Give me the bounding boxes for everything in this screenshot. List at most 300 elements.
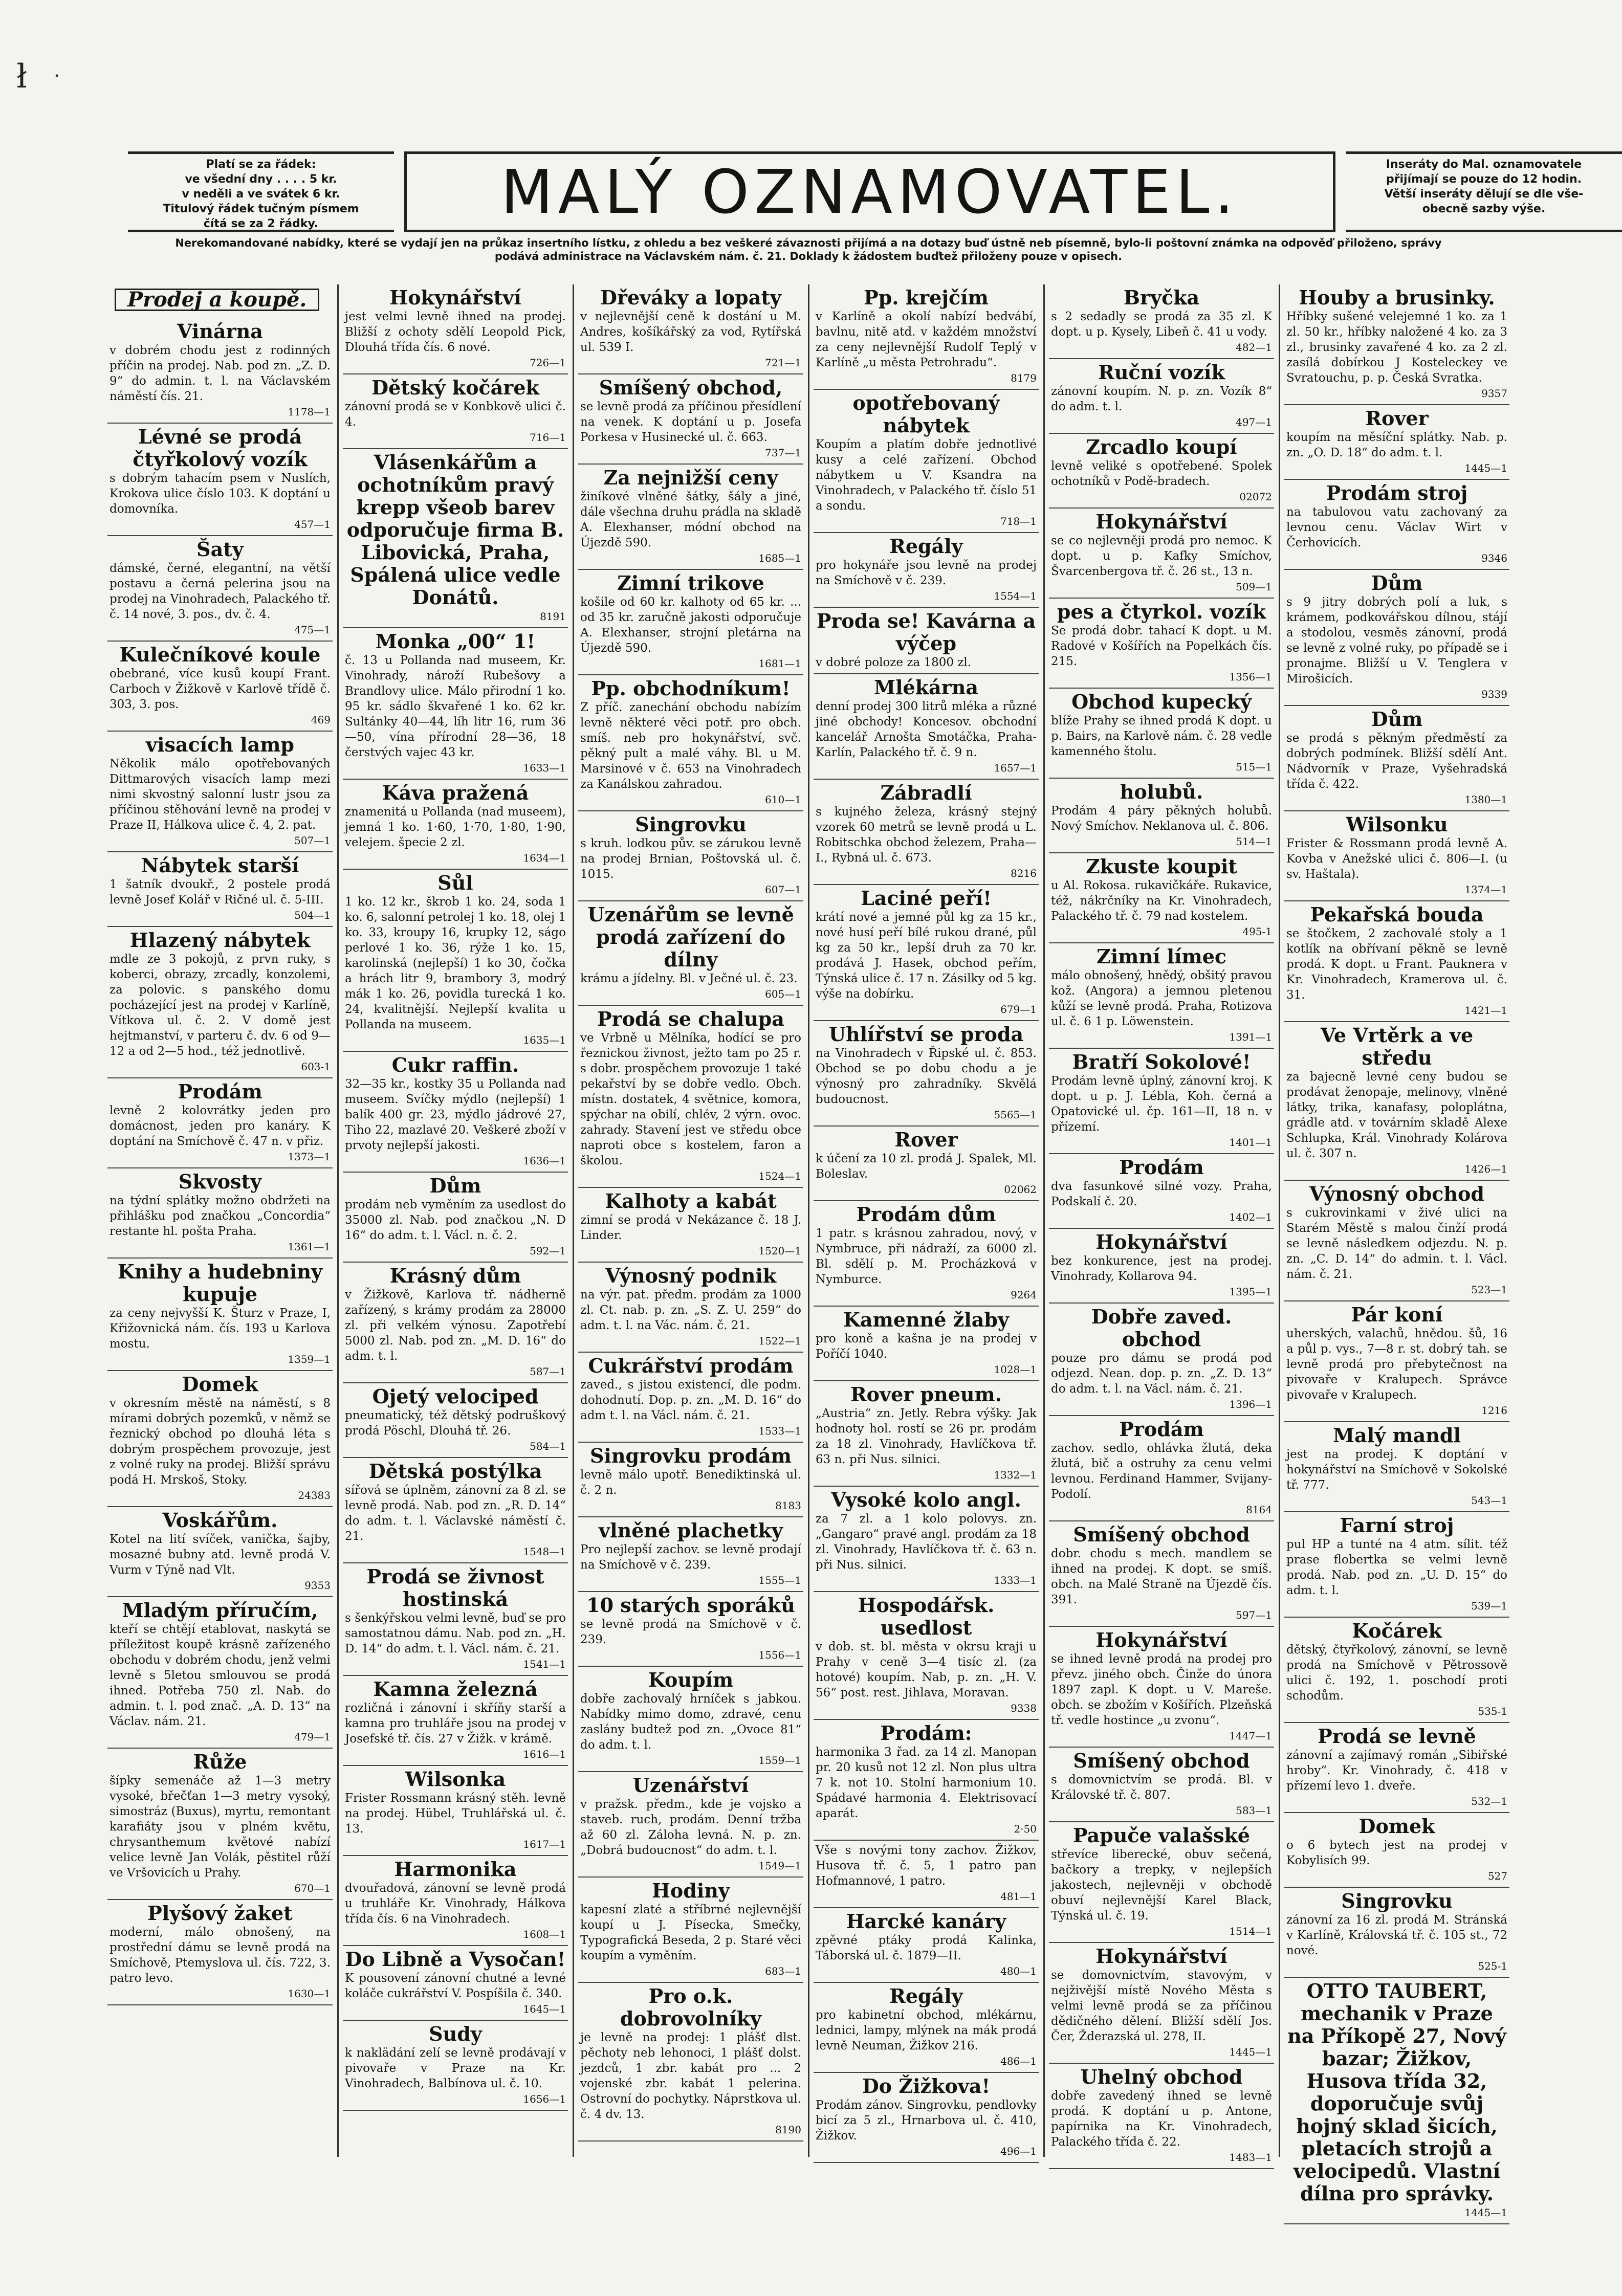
ad-body: střevíce liberecké, obuv sečená, bačkory a trepky, v nejlepších jakostech, nejlevněji v obchodě obuví nejlevnější Karel Black, Týnská ul. č. 19.: [1051, 1848, 1272, 1923]
ad-body: v nejlevnější ceně k dostání u M. Andres, košíkářský za vod, Rytířská ul. 539 I.: [580, 310, 801, 354]
classified-ad: [107, 1507, 333, 1597]
ad-heading: Cukrářství prodám: [588, 1354, 794, 1377]
ad-body: obebrané, více kusů koupí Frant. Carboch v Žižkově v Karlově třídě č. 303, 3. pos.: [109, 667, 331, 711]
ad-body: žiníkové vlněné šátky, šály a jiné, dále všechna druhu prádla na skladě A. Elexhanser, módní obchod na Újezdě 590.: [580, 490, 801, 549]
ad-body: v dob. st. bl. města v okrsu kraji u Prahy v ceně 3—4 tisíc zl. (za hotové) koupím. Nab, p. zn. „H. V. 56“ post. rest. Jihlava, Moravan.: [816, 1640, 1037, 1699]
ad-body: se prodá s pěkným předměstí za dobrých podmínek. Bližší sdělí Ant. Nádvorník v Praze, Vyšehradská třída č. 422.: [1286, 732, 1507, 791]
ad-reference-number: 535-1: [1478, 1705, 1507, 1717]
ad-reference-number: 495-1: [1242, 925, 1272, 938]
classified-ad: [814, 885, 1039, 1021]
ad-reference-number: 486—1: [1000, 2055, 1037, 2067]
ad-body: harmonika 3 řad. za 14 zl. Manopan pr. 20 kusů not 12 zl. Non plus ultra 7 k. not 10. Stolní harmonium 10. Spádavé harmonia 4. Elektrisovací aparát.: [816, 1746, 1037, 1820]
ad-body: v pražsk. předm., kde je vojsko a staveb. ruch, prodám. Denní tržba až 60 zl. Záloha levná. N. p. zn. „Dobrá budoucnost“ do adm. t. l.: [580, 1798, 801, 1857]
classified-ad: [1049, 434, 1274, 509]
ad-heading: Výnosný obchod: [1309, 1182, 1484, 1205]
ad-body: jest velmi levně ihned na prodej. Bližší z ochoty sdělí Leopold Pick, Dlouhá třída čís. 6 nové.: [345, 310, 566, 354]
ad-body: pneumatický, též dětský podruškový prodá Pöschl, Dlouhá tř. 26.: [345, 1409, 566, 1438]
classified-ad: [578, 1443, 803, 1517]
classified-ad: [578, 1772, 803, 1878]
ad-heading: Regály: [889, 535, 963, 558]
ad-heading: Kulečníkové koule: [119, 643, 321, 666]
ad-body: jest na prodej. K doptání v hokynářství na Smíchově v Sokolské tř. 777.: [1286, 1448, 1507, 1492]
ad-reference-number: 9357: [1481, 387, 1507, 400]
ad-body: Několik málo opotřebovaných Dittmarových visacích lamp mezi nimi skvostný salonní lustr jsou za příčinou stěhování levně na prodej v Praze II, Hálkova ulice č. 4, 2. pat.: [109, 757, 331, 832]
classified-ad: [578, 1263, 803, 1353]
ad-reference-number: 679—1: [1000, 1003, 1037, 1015]
ad-body: Z příč. zanechání obchodu nabízím levně některé věci potř. pro obch. smíš. neb pro hokynářství, svč. pěkný pult a malé váhy. Bl. u M. Marsinové v č. 653 na Vinohradech za Kanálskou zahradou.: [580, 701, 801, 791]
classified-ad: [814, 284, 1039, 390]
ad-body: s 2 sedadly se prodá za 35 zl. K dopt. u p. Kysely, Libeň č. 41 u vody.: [1051, 310, 1272, 339]
ad-reference-number: 1373—1: [288, 1151, 331, 1163]
classified-ad: [1049, 359, 1274, 434]
ad-reference-number: 1402—1: [1229, 1211, 1272, 1223]
ad-heading: Do Žižkova!: [862, 2074, 991, 2098]
ad-reference-number: 1445—1: [1229, 2046, 1272, 2058]
ad-body: na Vinohradech v Řipské ul. č. 853. Obchod se po dobu chodu a je výnosný pro zahradníky. Skvělá budoucnost.: [816, 1047, 1037, 1106]
margin-mark: ł: [16, 58, 27, 96]
ad-heading: opotřebovaný nábytek: [852, 391, 1000, 437]
ad-body: za 7 zl. a 1 kolo polovys. zn. „Gangaro“ pravé angl. prodám za 18 zl. Vinohrady, Havlíčkova tř. č. 63 n. při Nus. silnici.: [816, 1512, 1037, 1572]
classified-ad: [578, 1353, 803, 1443]
ad-body: zánovní koupím. N. p. zn. Vozík 8“ do adm. t. l.: [1051, 385, 1272, 413]
classified-ad: [107, 424, 333, 536]
column-rule: [573, 284, 574, 2157]
classified-ad: [578, 1878, 803, 1983]
ad-heading: Uzenářům se levně prodá zařízení do dílny: [587, 903, 794, 971]
ad-reference-number: 1401—1: [1229, 1136, 1272, 1149]
insertion-info-line: Větší inseráty dělují se dle vše-: [1384, 188, 1584, 201]
ad-heading: Mlékárna: [874, 676, 978, 699]
ad-reference-number: 592—1: [530, 1245, 566, 1257]
classified-ad: [1049, 943, 1274, 1049]
classified-ad: [814, 1127, 1039, 1201]
ad-reference-number: 1617—1: [523, 1838, 566, 1850]
ad-body: Pro nejlepší zachov. se levně prodají na Smíchově v č. 239.: [580, 1543, 801, 1572]
ad-reference-number: 1426—1: [1464, 1163, 1507, 1175]
classified-ad: [814, 1592, 1039, 1720]
classified-ad: [814, 1841, 1039, 1908]
ad-reference-number: 9353: [304, 1579, 331, 1592]
ad-heading: Hodiny: [652, 1879, 730, 1902]
classified-ad: [1049, 1229, 1274, 1304]
classified-ad: [578, 374, 803, 465]
ad-heading: Pekařská bouda: [1310, 903, 1484, 926]
ad-heading: Singrovku prodám: [589, 1444, 792, 1467]
ad-reference-number: 523—1: [1471, 1284, 1507, 1296]
ad-body: blíže Prahy se ihned prodá K dopt. u p. Bairs, na Karlově nám. č. 28 vedle kamenného štolu.: [1051, 714, 1272, 758]
ad-heading: Farní stroj: [1340, 1514, 1454, 1537]
ad-reference-number: 683—1: [765, 1965, 801, 1977]
ad-body: s šenkýřskou velmi levně, buď se pro samostatnou dámu. Nab. pod zn. „H. D. 14“ do adm. t. l. Václ. nám. č. 21.: [345, 1611, 566, 1655]
ad-heading: Sůl: [437, 871, 473, 894]
classified-ad: [107, 852, 333, 927]
ad-reference-number: 02062: [1004, 1183, 1037, 1196]
ad-heading: Rover: [894, 1128, 958, 1151]
ad-reference-number: 9339: [1481, 688, 1507, 700]
ad-body: levně málo upotř. Benediktinská ul. č. 2 n.: [580, 1468, 801, 1497]
ad-reference-number: 8190: [775, 2124, 801, 2136]
ad-reference-number: 1522—1: [758, 1335, 801, 1347]
ad-heading: Prodám: [1119, 1156, 1204, 1179]
section-heading: Prodej a koupě.: [115, 289, 319, 311]
ad-body: na týdní splátky možno obdržeti na přihlášku pod značkou „Concordia“ restante hl. pošta Praha.: [109, 1194, 331, 1238]
ad-body: s kruh. lodkou pův. se zárukou levně na prodej Brnian, Poštovská ul. č. 1015.: [580, 837, 801, 881]
ad-heading: Prodám stroj: [1326, 481, 1468, 504]
ad-heading: Do Libně a Vysočan!: [345, 1948, 566, 1971]
classified-ad: [814, 2073, 1039, 2163]
classified-ad: [107, 1749, 333, 1900]
ad-body: k účení za 10 zl. prodá J. Spalek, Ml. Boleslav.: [816, 1152, 1037, 1181]
classified-ad: [343, 1856, 568, 1946]
classified-ad: [107, 536, 333, 642]
page-title: MALÝ OZNAMOVATEL.: [404, 151, 1335, 232]
ad-heading: Ojetý velociped: [372, 1385, 539, 1408]
classified-ad: [1284, 1512, 1509, 1618]
ad-body: bez konkurence, jest na prodej. Vinohrady, Kollarova 94.: [1051, 1254, 1272, 1283]
ad-heading: Ruční vozík: [1098, 361, 1225, 384]
classified-ad: [814, 390, 1039, 533]
classified-ad: [107, 927, 333, 1078]
margin-tick: ·: [54, 64, 60, 88]
ad-reference-number: 8164: [1246, 1504, 1272, 1516]
ad-body: se štočkem, 2 zachovalé stoly a 1 kotlík na obřívaní pěkně se levně prodá. K dopt. u Frant. Pauknera v Kr. Vinohradech, Kramerova ul. č. 31.: [1286, 927, 1507, 1002]
classified-ad: [1284, 1978, 1509, 2224]
ad-reference-number: 1616—1: [523, 1748, 566, 1760]
ad-heading: Vinárna: [177, 320, 263, 343]
ad-reference-number: 514—1: [1236, 835, 1272, 848]
ad-body: Kotel na lití svíček, vanička, šajby, mosazné bubny atd. levně prodá V. Vurm v Týně nad Vlt.: [109, 1533, 331, 1577]
ad-column: [578, 284, 803, 2157]
ad-body: levně 2 kolovrátky jeden pro domácnost, jeden pro kanáry. K doptání na Smíchově č. 47 n. v přiz.: [109, 1104, 331, 1148]
ad-heading: Hlazený nábytek: [129, 929, 311, 952]
ad-body: mdle ze 3 pokojů, z prvn ruky, s koberci, obrazy, zrcadly, konzolemi, za polovic. s panského domu pocházející jest na prodej v Karlíně, Vítkova ul. č. 2. V domě jest hejtmanství, v parteru č. dv. 6 od 9—12 a od 2—5 hod., též jednotlivě.: [109, 953, 331, 1058]
pricing-line: ve všední dny . . . . 5 kr.: [185, 173, 337, 186]
ad-reference-number: 1359—1: [288, 1353, 331, 1365]
classified-ad: [1049, 1154, 1274, 1229]
classified-ad: [343, 1946, 568, 2021]
ad-body: Frister & Rossmann prodá levně A. Kovba v Anežské ulici č. 806—I. (u sv. Haštala).: [1286, 837, 1507, 881]
ad-reference-number: 480—1: [1000, 1965, 1037, 1977]
classified-ad: [1049, 1521, 1274, 1627]
ad-body: se domovnictvím, stavovým, v nejživější místě Nového Města s velmi levně prodá se za příčinou dědičného dělení. Bližší sdělí Jos. Čer, Žderazská ul. 278, II.: [1051, 1969, 1272, 2043]
ad-reference-number: 587—1: [530, 1365, 566, 1378]
classified-ad: [578, 465, 803, 570]
ad-body: Hříbky sušené velejemné 1 ko. za 1 zl. 50 kr., hříbky naložené 4 ko. za 3 zl., brusinky zavařené 4 ko. za 2 zl. zasílá dobírkou J Kosteleckey ve Svratouchu, p. p. Česká Svratka.: [1286, 310, 1507, 385]
classified-ad: [578, 1188, 803, 1263]
ad-reference-number: 583—1: [1236, 1804, 1272, 1817]
classified-ad: [1049, 1627, 1274, 1748]
ad-body: krátí nové a jemné půl kg za 15 kr., nové husí peří bílé rukou drané, půl kg za 50 kr., lepší druh za 70 kr. prodává J. Hasek, obchod peřím, Týnská ulice č. 17 n. Zásilky od 5 kg. výše na dobírku.: [816, 911, 1037, 1001]
ad-heading: Sudy: [429, 2022, 482, 2045]
ad-reference-number: 1391—1: [1229, 1031, 1272, 1043]
ad-reference-number: 1445—1: [1464, 2206, 1507, 2219]
ad-heading: Plyšový žaket: [147, 1902, 293, 1925]
ad-body: zánovní a zajímavý román „Sibiřské hroby“. Kr. Vinohrady, č. 418 v přízemí levo 1. dveře.: [1286, 1749, 1507, 1793]
ad-reference-number: 1685—1: [758, 552, 801, 564]
classified-ad: [343, 780, 568, 870]
ad-body: prodám neb vyměním za usedlost do 35000 zl. Nab. pod značkou „N. D 16“ do adm. t. l. Václ. n. č. 2.: [345, 1198, 566, 1242]
column-rule: [1279, 284, 1280, 2157]
ad-heading: Výnosný podnik: [605, 1264, 777, 1287]
ad-body: „Austria“ zn. Jetly. Rebra výšky. Jak hodnoty hol. rostí se 26 pr. prodám za 18 zl. Vinohrady, Havlíčkova tř. 63 n. při Nus. silnici.: [816, 1407, 1037, 1466]
ad-body: v Karlíně a okolí nabízí bedvábí, bavlnu, nitě atd. v každém množství za ceny nejlevnější Rudolf Teplý v Karlíně „u města Petrohradu“.: [816, 310, 1037, 369]
ad-body: zpěvné ptáky prodá Kalinka, Táborská ul. č. 1879—II.: [816, 1934, 1037, 1962]
classified-ad: [343, 284, 568, 374]
ad-body: dobr. chodu s mech. mandlem se ihned na prodej. K dopt. se smíš. obch. na Malé Straně na Újezdě čís. 391.: [1051, 1547, 1272, 1606]
classified-ad: [814, 1381, 1039, 1487]
classified-ad: [1049, 599, 1274, 689]
ad-reference-number: 605—1: [765, 988, 801, 1000]
ad-heading: Kamna železná: [373, 1677, 538, 1701]
insertion-info-box: [1346, 151, 1622, 232]
ad-body: dětský, čtyřkolový, zánovní, se levně prodá na Smíchově v Pětrossově ulici č. 192, 1. poschodí proti schodům.: [1286, 1643, 1507, 1703]
ad-heading: Smíšený obchod: [1073, 1749, 1250, 1772]
classified-ad: [343, 1173, 568, 1263]
classified-ad: [578, 675, 803, 811]
classified-ad: [1284, 1301, 1509, 1422]
ad-reference-number: 1630—1: [288, 1988, 331, 2000]
ad-heading: Hokynářství: [1095, 510, 1228, 533]
ad-body: s dobrým tahacím psem v Nuslích, Krokova ulice číslo 103. K doptání u domovníka.: [109, 472, 331, 516]
ad-body: pul HP a tunté na 4 atm. sílit. též prase flobertka se velmi levně prodá. Nab. pod zn. „U. D. 15“ do adm. t. l.: [1286, 1538, 1507, 1597]
ad-body: v dobrém chodu jest z rodinných příčin na prodej. Nab. pod zn. „Z. D. 9“ do admin. t. l. na Václavském náměstí čís. 21.: [109, 344, 331, 403]
ad-column: [1049, 284, 1274, 2163]
classified-ad: [1284, 480, 1509, 570]
ad-heading: Za nejnižší ceny: [603, 466, 778, 489]
ad-body: v okresním městě na náměstí, s 8 mírami dobrých pozemků, v němž se řeznický obchod po dlouhá léta s dobrým prospěchem provozuje, jest z volné ruky na prodej. Bližší správu podá H. Mrskoš, Stoky.: [109, 1397, 331, 1487]
ad-heading: Kalhoty a kabát: [605, 1189, 777, 1212]
classified-ad: [1049, 1822, 1274, 1943]
ad-heading: Dětská postýlka: [368, 1460, 542, 1483]
ad-heading: pes a čtyrkol. vozík: [1057, 600, 1266, 623]
classified-ad: [1049, 1416, 1274, 1521]
ad-body: levně veliké s opotřebené. Spolek ochotníků v Podě-bradech.: [1051, 459, 1272, 488]
ad-heading: Nábytek starší: [141, 854, 299, 877]
ad-heading: Prodá se živnost hostinská: [366, 1565, 544, 1610]
classified-ad: [1049, 1748, 1274, 1822]
classified-ad: [814, 1021, 1039, 1127]
ad-reference-number: 1374—1: [1464, 884, 1507, 896]
ad-heading: Prodám:: [880, 1721, 972, 1745]
ad-heading: Regály: [889, 1984, 963, 2007]
ad-body: Koupím a platím dobře jednotlivé kusy a celé zařízení. Obchod nábytkem u V. Ksandra na Vinohradech, v Palackého tř. číslo 51 a sondu.: [816, 438, 1037, 513]
classified-ad: [578, 1517, 803, 1592]
ad-heading: Uhlířství se proda: [828, 1023, 1024, 1046]
ad-reference-number: 532—1: [1471, 1795, 1507, 1807]
classified-ad: [107, 1168, 333, 1259]
ad-body: K pousovení zánovní chutné a levné koláče cukrářství V. Pospíšila č. 340.: [345, 1972, 566, 2000]
ad-body: ve Vrbně u Mělníka, hodící se pro řeznickou živnost, ježto tam po 25 r. s dobr. prospěchem provozuje 1 také pekařství by se dobře vedlo. Obch. místn. dostatek, 4 světnice, komora, spýchar na obilí, chlév, 2 výrn. ovoc. zahrady. Stavení jest ve středu obce naproti obce s kostelem, faron a školou.: [580, 1031, 801, 1167]
ad-heading: Wilsonku: [1346, 813, 1448, 836]
classified-ad: [578, 1667, 803, 1772]
ad-heading: Kamenné žlaby: [843, 1308, 1009, 1331]
ad-heading: Domek: [1358, 1815, 1435, 1838]
classified-ad: [814, 1201, 1039, 1307]
ad-reference-number: 1361—1: [288, 1241, 331, 1253]
ad-body: Prodám zánov. Singrovku, pendlovky bicí za 5 zl., Hrnarbova ul. č. 410, Žižkov.: [816, 2099, 1037, 2143]
ad-reference-number: 482—1: [1236, 341, 1272, 354]
ad-body: se co nejlevněji prodá pro nemoc. K dopt. u p. Kafky Smíchov, Švarcenbergova tř. č. 26 st., 13 n.: [1051, 534, 1272, 578]
classified-ad: [1284, 284, 1509, 405]
ad-heading: Zimní límec: [1096, 945, 1227, 968]
classified-ad: [107, 642, 333, 732]
ad-heading: Domek: [182, 1373, 258, 1396]
ad-heading: Papuče valašské: [1073, 1824, 1250, 1847]
ad-heading: Bratří Sokolové!: [1072, 1050, 1251, 1073]
ad-reference-number: 1657—1: [994, 762, 1037, 774]
classified-ad: [1284, 1422, 1509, 1512]
classified-ad: [578, 1592, 803, 1667]
classified-ad: [107, 1078, 333, 1168]
ad-reference-number: 603-1: [301, 1061, 331, 1073]
ad-body: málo obnošený, hnědý, obšitý pravou kož. (Angora) a jemnou pletenou kůží se levně prodá. Praha, Rotizova ul. č. 6 1 p. Löwenstein.: [1051, 969, 1272, 1028]
ad-heading: Káva pražená: [382, 781, 529, 804]
ad-reference-number: 726—1: [530, 357, 566, 369]
ad-heading: Hokynářství: [389, 286, 521, 309]
classified-ad: [1284, 570, 1509, 706]
ad-reference-number: 527: [1487, 1870, 1507, 1882]
ad-reference-number: 597—1: [1236, 1609, 1272, 1621]
ad-heading: Kočárek: [1352, 1619, 1442, 1642]
ad-body: s kujného železa, krásný stejný vzorek 60 metrů se levně prodá u L. Robitschka obchod železem, Praha—I., Rybná ul. č. 673.: [816, 805, 1037, 865]
ad-body: 1 šatník dvoukř., 2 postele prodá levně Josef Kolář v Ričné ul. č. 5-III.: [109, 878, 331, 907]
classified-ad: [1284, 1723, 1509, 1813]
ad-heading: vlněné plachetky: [599, 1519, 783, 1542]
ad-body: znamenitá u Pollanda (nad museem), jemná 1 ko. 1·60, 1·70, 1·80, 1·90, velejem. špecie 2 zl.: [345, 805, 566, 849]
ad-reference-number: 1524—1: [758, 1170, 801, 1182]
ad-body: zaved., s jistou existencí, dle podm. dohodnutí. Dop. p. zn. „M. D. 16“ do adm t. l. na Václ. nám. č. 21.: [580, 1378, 801, 1422]
ad-body: zánovní za 16 zl. prodá M. Stránská v Karlíně, Královská tř. č. 105 st., 72 nové.: [1286, 1913, 1507, 1957]
classified-ad: [1284, 706, 1509, 811]
ad-body: na výr. pat. předm. prodám za 1000 zl. Ct. nab. p. zn. „S. Z. U. 259“ do adm. t. l. na Vác. nám. č. 21.: [580, 1288, 801, 1332]
ad-body: o 6 bytech jest na prodej v Kobylisích 99.: [1286, 1839, 1507, 1867]
ad-heading: Pp. krejčím: [864, 286, 989, 309]
classified-ad: [343, 1563, 568, 1676]
ad-reference-number: 1520—1: [758, 1245, 801, 1257]
ad-body: koupím na měsíční splátky. Nab. p. zn. „O. D. 18“ do adm. t. l.: [1286, 431, 1507, 459]
ad-heading: Harcké kanáry: [846, 1910, 1006, 1933]
classified-ad: [107, 732, 333, 852]
classified-ad: [578, 284, 803, 374]
classified-ad: [814, 674, 1039, 780]
ad-heading: Prodám: [1119, 1418, 1204, 1441]
ad-reference-number: 1556—1: [758, 1649, 801, 1661]
classified-ad: [1284, 405, 1509, 480]
ad-body: pro koně a kašna je na prodej v Poříčí 1040.: [816, 1332, 1037, 1361]
ad-reference-number: 1333—1: [994, 1574, 1037, 1586]
classified-ad: [814, 1908, 1039, 1983]
ad-heading: Lévné se prodá čtyřkolový vozík: [133, 425, 308, 471]
ad-reference-number: 2·50: [1014, 1823, 1037, 1835]
ad-body: za bajecně levné ceny budou se prodávat ženopaje, melinovy, vlněné látky, trika, kanafasy, poloplátna, grádle atd. v továrním skladě Alexe Schlupka, Král. Vinohrady Kolárova ul. č. 307 n.: [1286, 1070, 1507, 1160]
ad-heading: Ve Vrtěrk a ve středu: [1320, 1024, 1474, 1069]
ad-heading: Hokynářství: [1095, 1230, 1228, 1253]
classified-ad: [1049, 284, 1274, 359]
ad-heading: Obchod kupecký: [1071, 690, 1252, 713]
ad-heading: Singrovku: [635, 813, 747, 836]
ad-reference-number: 8216: [1011, 867, 1037, 879]
classified-ad: [1049, 1049, 1274, 1154]
ad-body: pouze pro dámu se prodá pod odjezd. Nean. dop. p. zn. „Z. D. 13“ do adm. t. l. na Václ. nám. č. 21.: [1051, 1352, 1272, 1396]
ad-heading: Pp. obchodníkum!: [591, 677, 791, 700]
ad-reference-number: 8179: [1011, 372, 1037, 384]
ad-reference-number: 1395—1: [1229, 1286, 1272, 1298]
ad-column: [814, 284, 1039, 2157]
classified-ad: [814, 1487, 1039, 1592]
ad-body: 32—35 kr., kostky 35 u Pollanda nad museem. Svíčky mýdlo (nejlepší) 1 balík 400 gr. 23, mýdlo jádrové 27, Tiho 22, mazlavé 20. Veškeré zboží v prvoty nejlepší jakosti.: [345, 1077, 566, 1152]
ad-heading: Mladým příručím,: [122, 1599, 318, 1622]
classified-ad: [1284, 1888, 1509, 1978]
ad-reference-number: 1028—1: [994, 1363, 1037, 1376]
ad-reference-number: 1178—1: [288, 406, 331, 418]
ad-reference-number: 02072: [1239, 491, 1272, 503]
classified-ad: [814, 1307, 1039, 1381]
ad-reference-number: 5565—1: [994, 1109, 1037, 1121]
ad-body: košile od 60 kr. kalhoty od 65 kr. ... od 35 kr. zaručně jakosti odporučuje A. Elexhanser, strojní pletárna na Újezdě 590.: [580, 595, 801, 655]
ad-reference-number: 9338: [1011, 1702, 1037, 1714]
pricing-box: [128, 151, 394, 232]
ad-heading: Malý mandl: [1333, 1424, 1461, 1447]
pricing-line: v neděli a ve svátek 6 kr.: [182, 188, 340, 201]
ad-reference-number: 1541—1: [523, 1658, 566, 1670]
classified-ad: [107, 1900, 333, 2005]
ad-heading: Smíšený obchod,: [599, 376, 783, 399]
ad-heading: Hokynářství: [1095, 1945, 1228, 1968]
ad-body: kteří se chtějí etablovat, naskytá se příležitost koupě krásně zařízeného obchodu v dobrém chodu, jenž velmi levně s 5letou smlouvou se prodá ihned. Potřeba 750 zl. Nab. do admin. t. l. pod znač. „A. D. 13“ na Václav. nám. 21.: [109, 1623, 331, 1728]
ad-body: s 9 jitry dobrých polí a luk, s krámem, podkovářskou dílnou, stájí a stodolou, vesměs zánovní, prodá se levně z volné ruky, po případě se i pronajme. Bližší u V. Tenglera v Mirošicích.: [1286, 595, 1507, 686]
ad-reference-number: 539—1: [1471, 1600, 1507, 1612]
classified-ad: [107, 1597, 333, 1749]
classified-columns: [107, 284, 1509, 2219]
ad-reference-number: 1356—1: [1229, 671, 1272, 683]
ad-heading: Skvosty: [178, 1170, 262, 1193]
ad-reference-number: 1554—1: [994, 590, 1037, 602]
ad-reference-number: 515—1: [1236, 761, 1272, 773]
ad-heading: visacích lamp: [146, 733, 294, 756]
ad-reference-number: 1656—1: [523, 2093, 566, 2105]
ad-reference-number: 475—1: [294, 624, 331, 636]
ad-reference-number: 1396—1: [1229, 1398, 1272, 1410]
ad-reference-number: 718—1: [1000, 515, 1037, 527]
ad-reference-number: 1445—1: [1464, 462, 1507, 474]
ad-body: rozličná i zánovní i skříňy starší a kamna pro truhláře jsou na prodej v Josefské tř. čís. 27 v Žižk. v krámě.: [345, 1702, 566, 1746]
ad-heading: Růže: [193, 1750, 247, 1773]
classified-ad: [1049, 2064, 1274, 2169]
ad-reference-number: 469: [311, 714, 331, 726]
classified-ad: [1049, 1304, 1274, 1416]
classified-ad: [343, 870, 568, 1052]
ad-reference-number: 1549—1: [758, 1860, 801, 1872]
ad-body: Se prodá dobr. tahací K dopt. u M. Radové v Košířích na Popelkách čís. 215.: [1051, 624, 1272, 668]
ad-body: se levně prodá na Smíchově v č. 239.: [580, 1618, 801, 1646]
ad-body: u Al. Rokosa. rukavičkáře. Rukavice, též, nákrčníky na Kr. Vinohradech, Palackého tř. č. 79 nad kostelem.: [1051, 879, 1272, 923]
ad-body: dvouřadová, zánovní se levně prodá u truhláře Kr. Vinohrady, Hálkova třída čís. 6 na Vinohradech.: [345, 1882, 566, 1926]
pricing-line: Platí se za řádek:: [206, 158, 316, 171]
ad-heading: OTTO TAUBERT, mechanik v Praze na Příkopě 27, Nový bazar; Žižkov, Husova třída 32, doporučuje svůj hojný sklad šicích, pletacích strojů a velocipedů. Vlastní dílna pro správky.: [1287, 1979, 1506, 2205]
ad-body: Vše s novými tony zachov. Žižkov, Husova tř. č. 5, 1 patro pan Hofmannové, 1 patro.: [816, 1844, 1037, 1888]
ad-reference-number: 497—1: [1236, 416, 1272, 428]
ad-heading: Hospodářsk. usedlost: [858, 1594, 995, 1639]
ad-reference-number: 584—1: [530, 1440, 566, 1452]
ad-body: v Žižkově, Karlova tř. nádherně zařízený, s krámy prodám za 28000 zl. při velkém výnosu. Zapotřebí 5000 zl. Nab. pod zn. „M. D. 16“ do adm. t. l.: [345, 1288, 566, 1363]
classified-ad: [1284, 1022, 1509, 1181]
classified-ad: [343, 1052, 568, 1173]
ad-body: Prodám levně úplný, zánovní kroj. K dopt. u p. J. Lébla, Koh. černá a Opatovické ul. čp. 161—II, 18 n. v přízemí.: [1051, 1074, 1272, 1134]
classified-ad: [814, 608, 1039, 674]
ad-reference-number: 9346: [1481, 552, 1507, 564]
ad-heading: Uhelný obchod: [1080, 2065, 1243, 2088]
ad-reference-number: 1421—1: [1464, 1004, 1507, 1017]
